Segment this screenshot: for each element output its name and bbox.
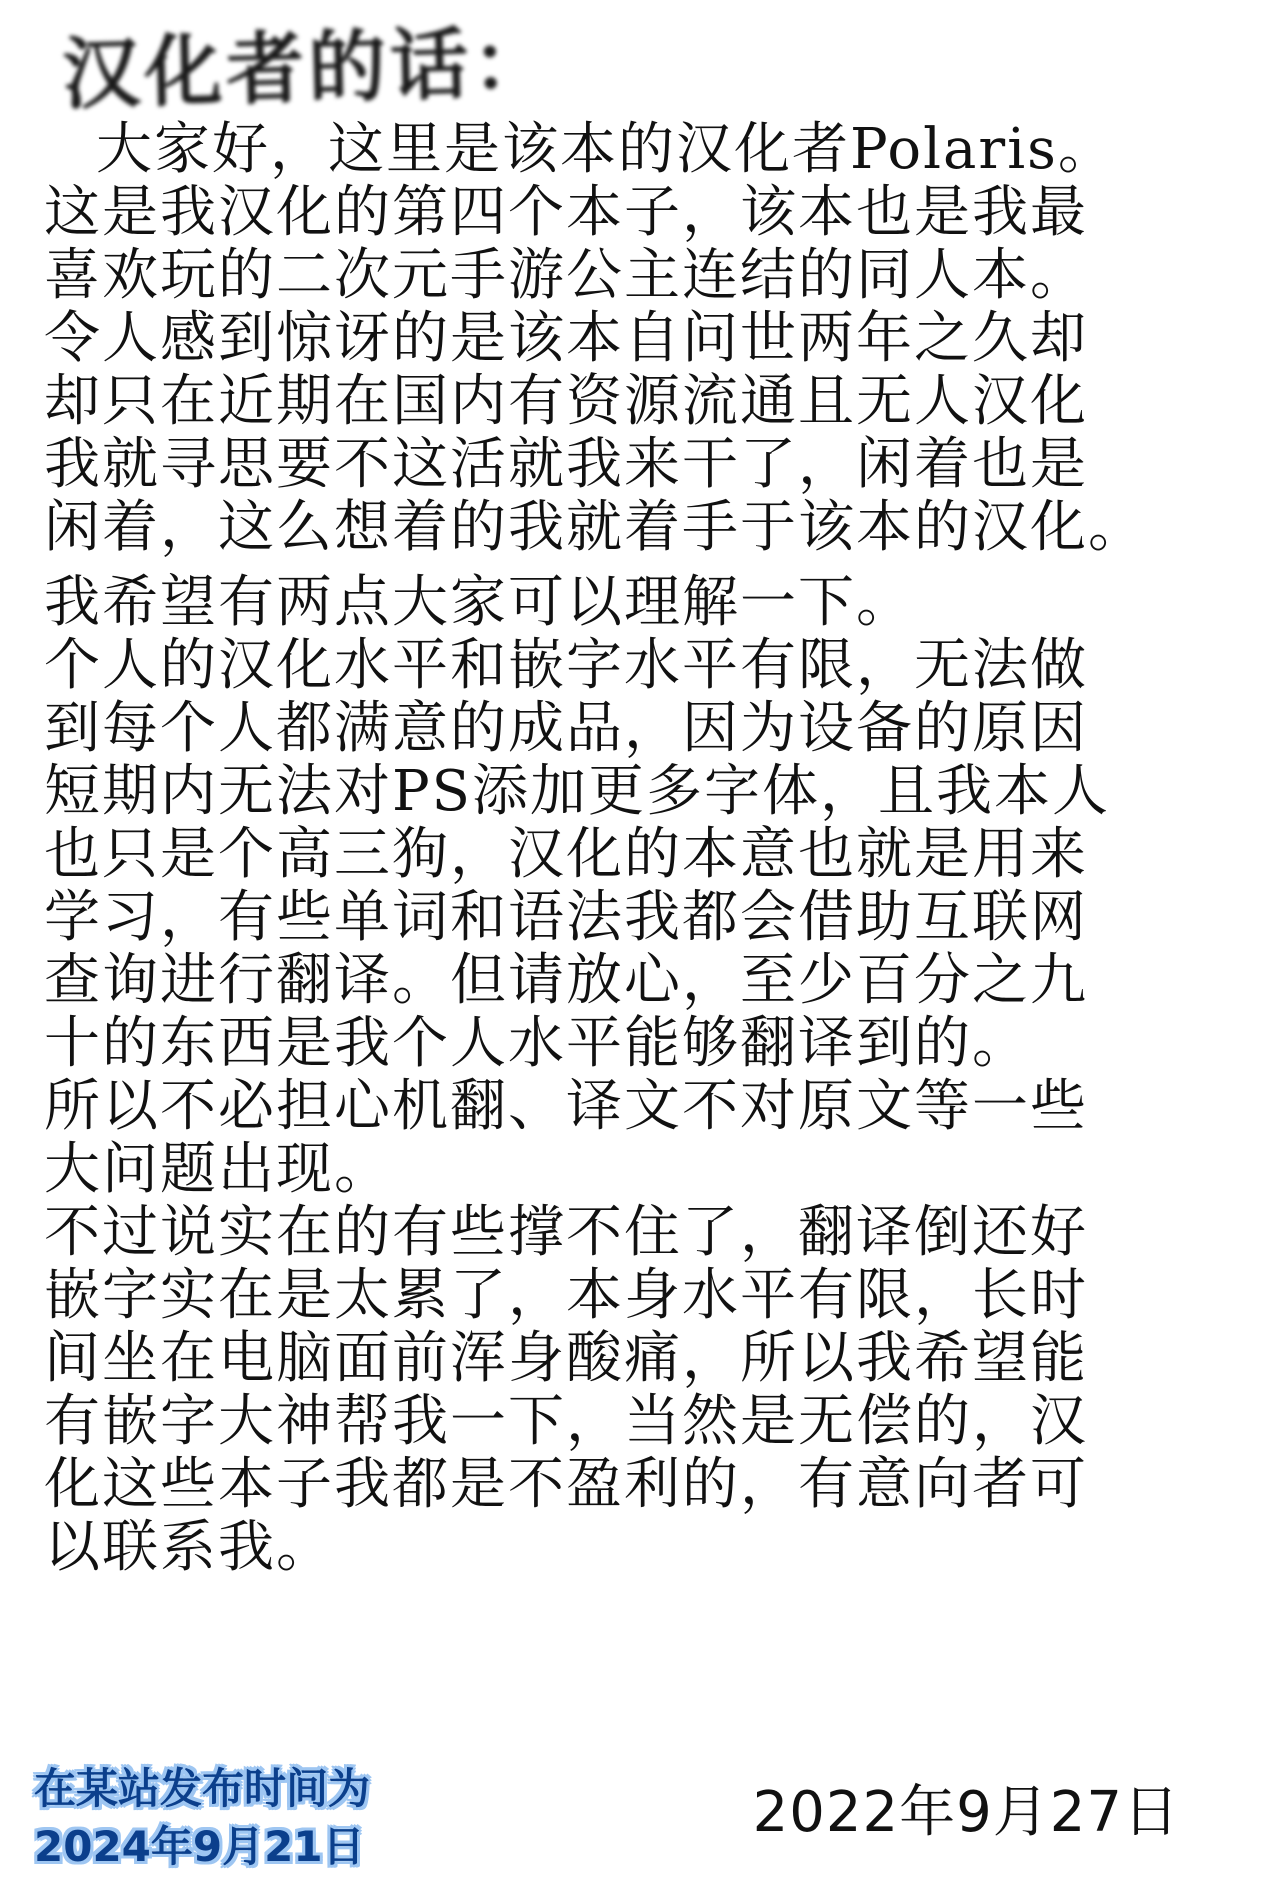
publish-date-stamp [34,1760,370,1876]
text-line: 这是我汉化的第四个本子，该本也是我最 [44,180,1088,245]
stamp-line: 2024年9月21日 [34,1822,365,1871]
text-line: 却只在近期在国内有资源流通且无人汉化 [44,369,1088,434]
text-line: 嵌字实在是太累了，本身水平有限，长时 [44,1263,1088,1328]
text-line: 学习，有些单词和语法我都会借助互联网 [44,885,1088,950]
text-line: 以联系我。 [44,1515,334,1580]
text-line: 闲着，这么想着的我就着手于该本的汉化。 [44,495,1146,560]
text-line: 不过说实在的有些撑不住了，翻译倒还好 [44,1200,1088,1265]
text-line: 所以不必担心机翻、译文不对原文等一些 [44,1074,1088,1139]
text-line: 间坐在电脑面前浑身酸痛，所以我希望能 [44,1326,1088,1391]
text-line: 令人感到惊讶的是该本自问世两年之久却 [44,306,1088,371]
text-line: 个人的汉化水平和嵌字水平有限，无法做 [44,633,1088,698]
text-line: 我就寻思要不这活就我来干了，闲着也是 [44,432,1088,497]
stamp-line: 在某站发布时间为 [34,1764,371,1813]
text-line: 大家好，这里是该本的汉化者Polaris。 [96,117,1116,182]
text-line: 喜欢玩的二次元手游公主连结的同人本。 [44,243,1088,308]
signature-date: 2022年9月27日 [752,1780,1180,1845]
page-title: 汉化者的话： [61,17,556,121]
letter-body [44,118,1264,1579]
text-line: 也只是个高三狗，汉化的本意也就是用来 [44,822,1088,887]
text-line: 十的东西是我个人水平能够翻译到的。 [44,1011,1030,1076]
text-line: 查询进行翻译。但请放心，至少百分之九 [44,948,1088,1013]
text-line: 化这些本子我都是不盈利的，有意向者可 [44,1452,1088,1517]
text-line: 短期内无法对PS添加更多字体，且我本人 [44,759,1111,824]
text-line: 到每个人都满意的成品，因为设备的原因 [44,696,1088,761]
text-line: 大问题出现。 [44,1137,392,1202]
text-line: 我希望有两点大家可以理解一下。 [44,570,914,635]
text-line: 有嵌字大神帮我一下，当然是无偿的，汉 [44,1389,1088,1454]
